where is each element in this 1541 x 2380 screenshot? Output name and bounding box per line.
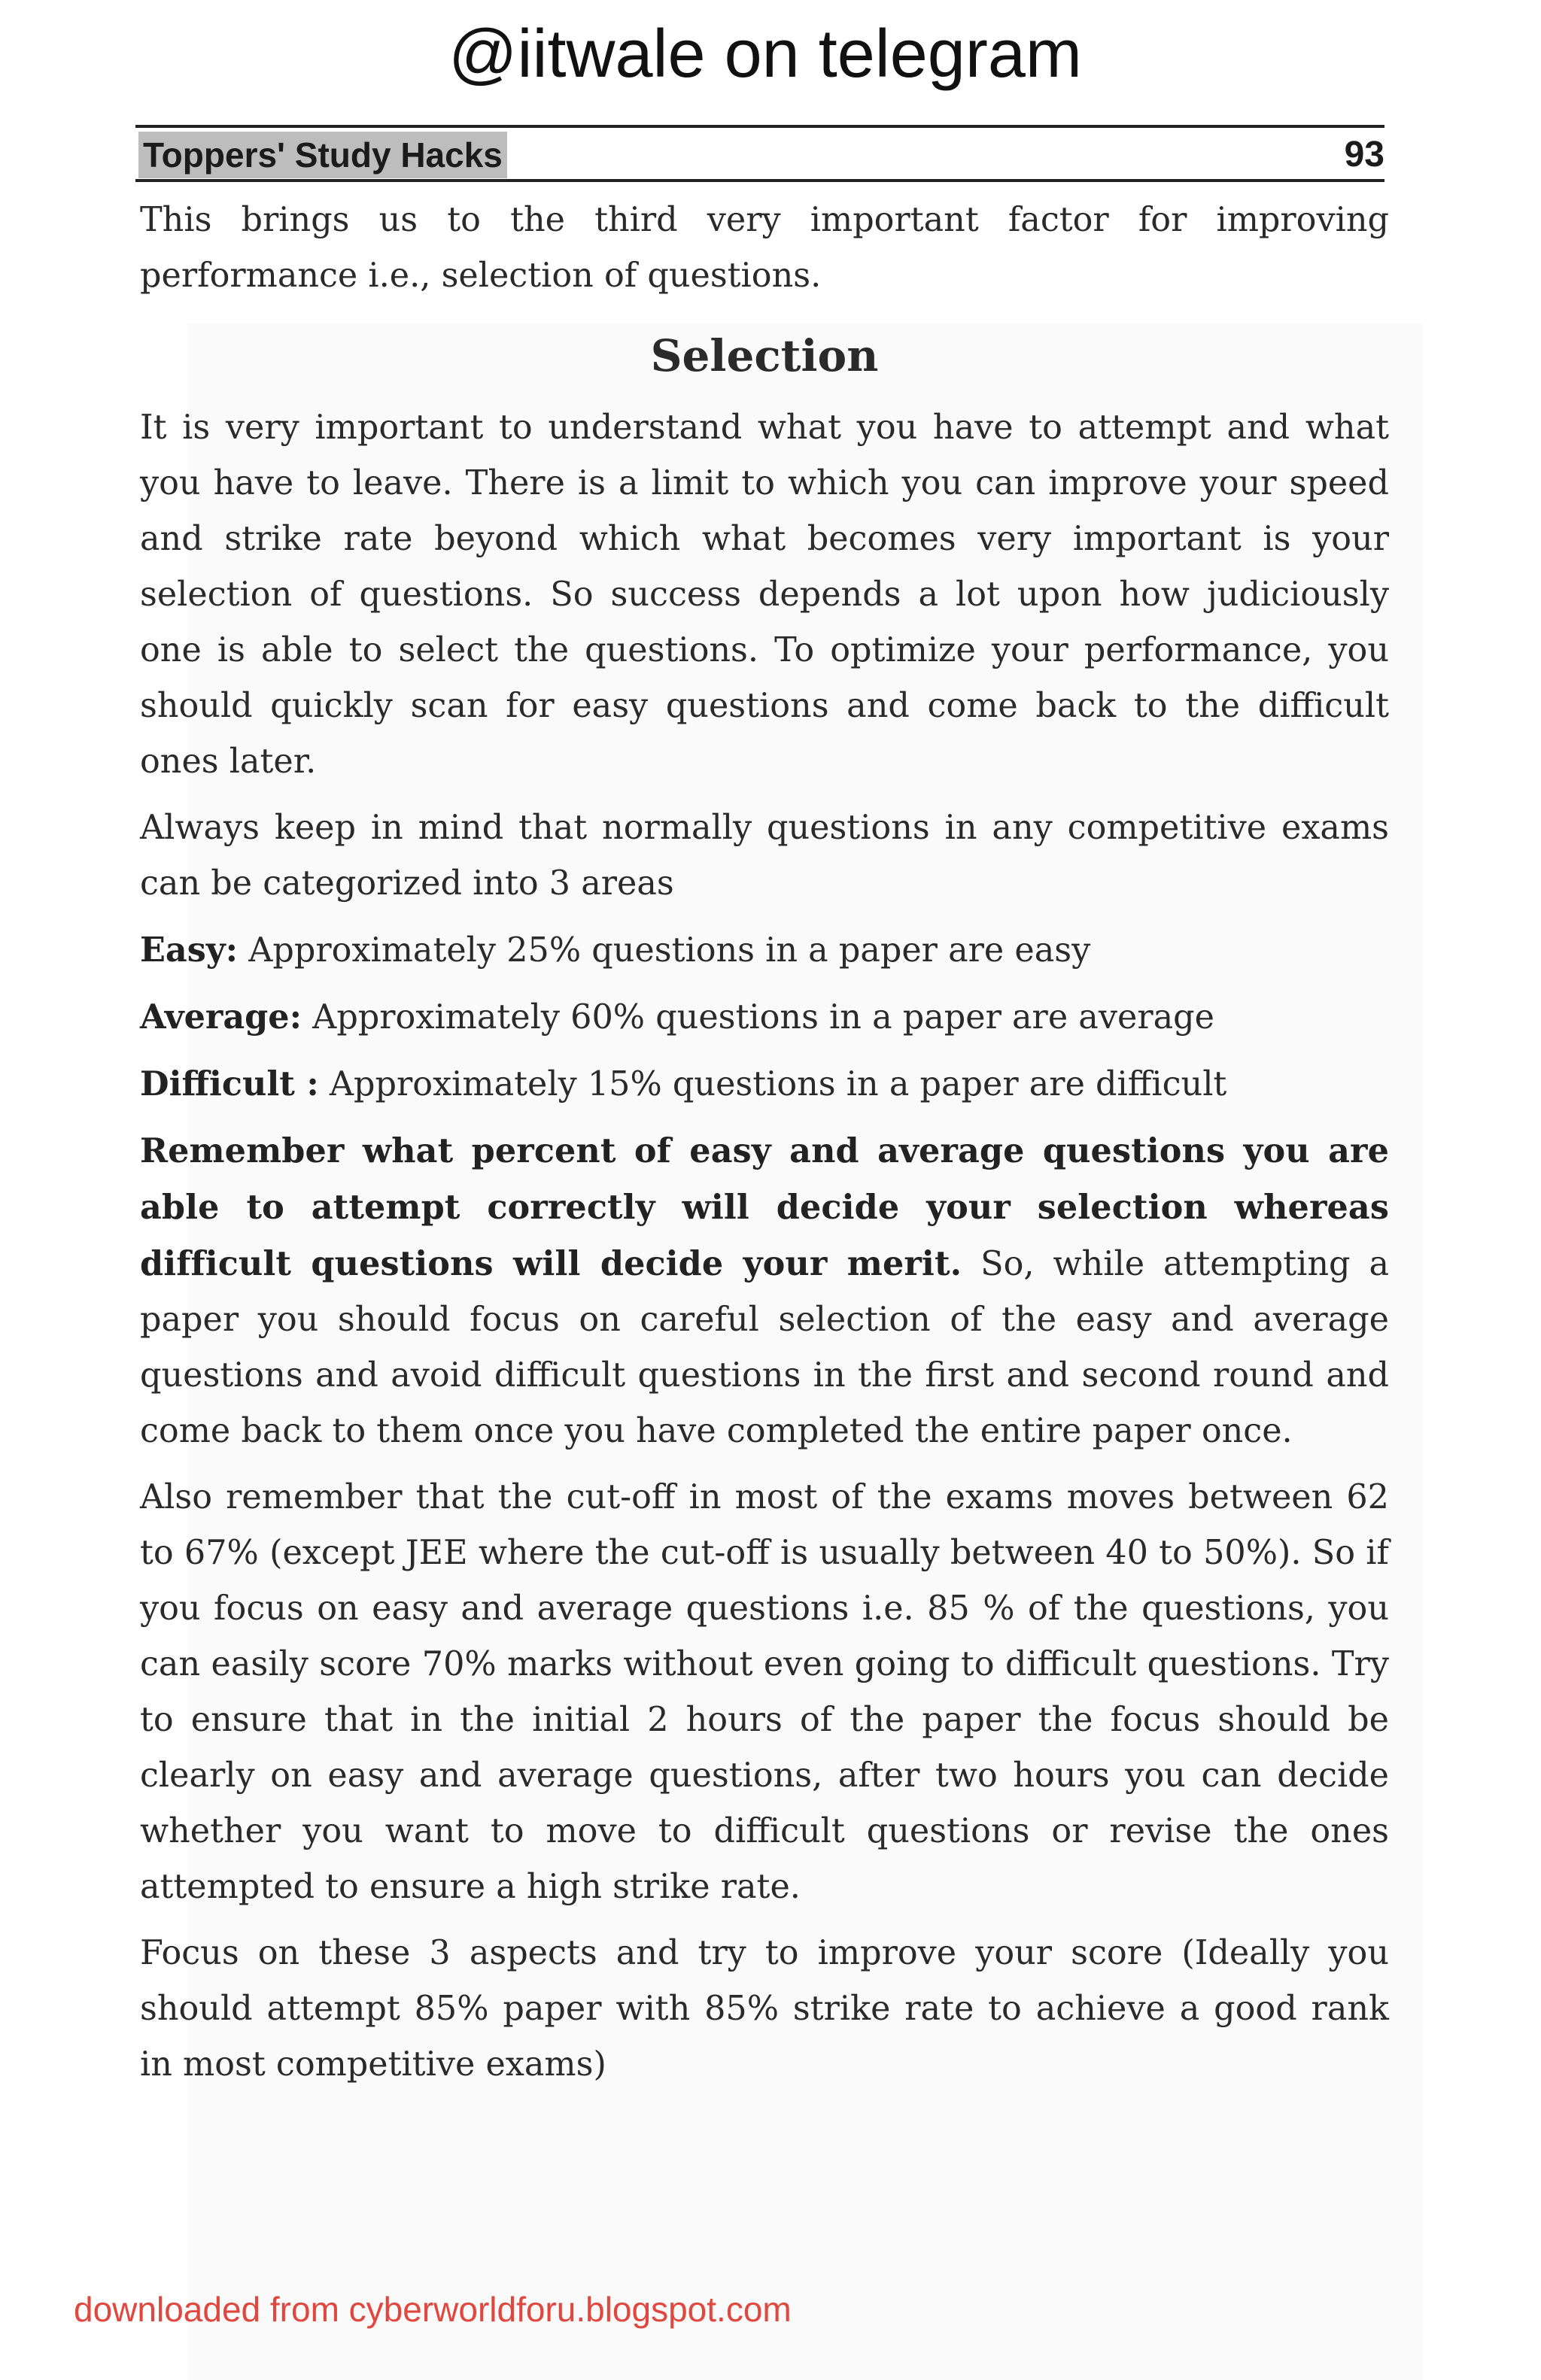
category-easy bbox=[140, 922, 1389, 979]
category-average-text: Approximately 60% questions in a paper are average bbox=[302, 998, 1214, 1037]
running-header bbox=[135, 125, 1384, 182]
telegram-watermark: @iitwale on telegram bbox=[448, 17, 1082, 92]
paragraph-cutoff: Also remember that the cut-off in most of the exams moves between 62 to 67% (except JEE where the cut-off is usually between 40 to 50%). So if you focus on easy and average questions i.e. 85 % of the questions, you can easily score 70% marks without even going to difficult questions. Try to ensure that in the initial 2 hours of the paper the focus should be clearly on easy and average questions, after two hours you can decide whether you want to move to difficult questions or revise the ones attempted to ensure a high strike rate. bbox=[140, 1478, 1389, 1906]
download-source-watermark: downloaded from cyberworldforu.blogspot.com bbox=[74, 2290, 792, 2329]
paragraph-question-areas: Always keep in mind that normally questions in any competitive exams can be categorized into 3 areas bbox=[140, 809, 1389, 903]
emphasis-paragraph bbox=[140, 1123, 1389, 1459]
emphasis-rest: So, while attempting a paper you should focus on careful selection of the easy and average questions and avoid difficult questions in the first and second round and come back to them once you have completed the entire paper once. bbox=[140, 1245, 1389, 1450]
paragraph-focus-aspects: Focus on these 3 aspects and try to improve your score (Ideally you should attempt 85% paper with 85% strike rate to achieve a good rank in most competitive exams) bbox=[140, 1934, 1389, 2084]
category-difficult-text: Approximately 15% questions in a paper are difficult bbox=[318, 1065, 1227, 1103]
category-easy-text: Approximately 25% questions in a paper are easy bbox=[238, 931, 1091, 970]
category-easy-label: Easy: bbox=[140, 930, 239, 970]
category-average-label: Average: bbox=[140, 997, 302, 1037]
paragraph-selection-importance: It is very important to understand what you have to attempt and what you have to leave. There is a limit to which you can improve your speed and strike rate beyond which what becomes very important is your selection of questions. So success depends a lot upon how judiciously one is able to select the questions. To optimize your performance, you should quickly scan for easy questions and come back to the difficult ones later. bbox=[140, 408, 1389, 781]
emphasis-bold-sentence: Remember what percent of easy and average questions you are able to attempt correctly will decide your selection whereas difficult questions will decide your merit. bbox=[140, 1131, 1389, 1283]
section-heading: Selection bbox=[650, 330, 879, 381]
category-difficult bbox=[140, 1056, 1389, 1113]
intro-paragraph: This brings us to the third very important factor for improving performance i.e., selection of questions. bbox=[140, 201, 1389, 295]
book-title: Toppers' Study Hacks bbox=[138, 132, 507, 178]
category-difficult-label: Difficult : bbox=[140, 1064, 319, 1103]
page-body bbox=[140, 193, 1389, 2103]
category-average bbox=[140, 989, 1389, 1046]
page-number: 93 bbox=[1344, 135, 1384, 175]
